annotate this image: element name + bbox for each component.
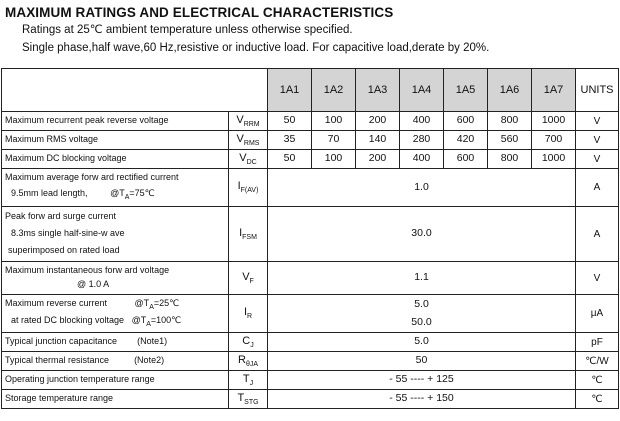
param-description: Maximum instantaneous forw ard voltage @ 1.0 A — [2, 262, 229, 295]
param-description: Storage temperature range — [2, 390, 229, 409]
value-cell: 100 — [312, 112, 356, 131]
param-symbol: $I_R$ — [229, 295, 268, 333]
table-row-rth — [2, 352, 619, 371]
param-symbol: $I_{FSM}$ — [229, 207, 268, 262]
value-cell: 50 — [268, 112, 312, 131]
value-cell: 35 — [268, 131, 312, 150]
unit-cell: ℃ — [576, 390, 619, 409]
unit-cell: V — [576, 150, 619, 169]
value-cell: 1000 — [532, 112, 576, 131]
unit-cell: V — [576, 262, 619, 295]
page-title: MAXIMUM RATINGS AND ELECTRICAL CHARACTERISTICS — [5, 5, 394, 20]
param-description: Typical junction capacitance (Note1) — [2, 333, 229, 352]
value-cell: 1000 — [532, 150, 576, 169]
col-header-1a4: 1A4 — [400, 69, 444, 112]
table-row-ifav — [2, 169, 619, 207]
unit-cell: ℃/W — [576, 352, 619, 371]
param-symbol: $I_{F(AV)}$ — [229, 169, 268, 207]
param-description: Operating junction temperature range — [2, 371, 229, 390]
col-header-1a5: 1A5 — [444, 69, 488, 112]
value-cell — [268, 295, 576, 333]
col-header-1a6: 1A6 — [488, 69, 532, 112]
param-description: Maximum average forw ard rectified current 9.5mm lead length, $@T_A=75℃$ — [2, 169, 229, 207]
table-row-vdc — [2, 150, 619, 169]
value-cell: - 55 ---- + 125 — [268, 371, 576, 390]
value-cell: 400 — [400, 112, 444, 131]
col-header-1a3: 1A3 — [356, 69, 400, 112]
value-cell: 30.0 — [268, 207, 576, 262]
col-header-1a1: 1A1 — [268, 69, 312, 112]
value-cell: - 55 ---- + 150 — [268, 390, 576, 409]
table-row-tj — [2, 371, 619, 390]
param-symbol: $V_F$ — [229, 262, 268, 295]
param-symbol: $T_{STG}$ — [229, 390, 268, 409]
table-row-tstg — [2, 390, 619, 409]
value-cell: 1.1 — [268, 262, 576, 295]
param-symbol: $V_{DC}$ — [229, 150, 268, 169]
param-symbol: $R_{\theta JA}$ — [229, 352, 268, 371]
table-header-row — [2, 69, 619, 112]
param-symbol: $C_J$ — [229, 333, 268, 352]
value-cell: 1.0 — [268, 169, 576, 207]
header-blank-cell — [2, 69, 268, 112]
value-cell: 800 — [488, 112, 532, 131]
ir-value-100c: 50.0 — [411, 315, 432, 328]
value-cell: 280 — [400, 131, 444, 150]
unit-cell: pF — [576, 333, 619, 352]
param-description: Peak forw ard surge current 8.3ms single half-sine-w ave superimposed on rated load — [2, 207, 229, 262]
value-cell: 200 — [356, 112, 400, 131]
value-cell: 400 — [400, 150, 444, 169]
param-symbol: $V_{RMS}$ — [229, 131, 268, 150]
table-row-vf — [2, 262, 619, 295]
table-row-ifsm — [2, 207, 619, 262]
value-cell: 420 — [444, 131, 488, 150]
ratings-table — [1, 68, 619, 409]
value-cell: 600 — [444, 150, 488, 169]
value-cell: 700 — [532, 131, 576, 150]
table-row-cj — [2, 333, 619, 352]
value-cell: 560 — [488, 131, 532, 150]
value-cell: 5.0 — [268, 333, 576, 352]
unit-cell: A — [576, 207, 619, 262]
unit-cell: V — [576, 112, 619, 131]
value-cell: 200 — [356, 150, 400, 169]
unit-cell: A — [576, 169, 619, 207]
param-description: Maximum recurrent peak reverse voltage — [2, 112, 229, 131]
table-row-ir — [2, 295, 619, 333]
param-symbol: $T_J$ — [229, 371, 268, 390]
value-cell: 50 — [268, 150, 312, 169]
value-cell: 50 — [268, 352, 576, 371]
value-cell: 140 — [356, 131, 400, 150]
col-header-1a7: 1A7 — [532, 69, 576, 112]
param-symbol: $V_{RRM}$ — [229, 112, 268, 131]
ir-value-25c: 5.0 — [414, 297, 429, 310]
param-description: Maximum reverse current $@T_A=25℃$ at rated DC blocking voltage $@T_A=100℃$ — [2, 295, 229, 333]
param-description: Typical thermal resistance (Note2) — [2, 352, 229, 371]
col-header-units: UNITS — [576, 69, 619, 112]
value-cell: 800 — [488, 150, 532, 169]
value-cell: 70 — [312, 131, 356, 150]
ratings-note: Ratings at 25℃ ambient temperature unless otherwise specified. — [22, 24, 353, 36]
unit-cell: μA — [576, 295, 619, 333]
table-row-vrms — [2, 131, 619, 150]
table-row-vrrm — [2, 112, 619, 131]
col-header-1a2: 1A2 — [312, 69, 356, 112]
value-cell: 600 — [444, 112, 488, 131]
value-cell: 100 — [312, 150, 356, 169]
load-note: Single phase,half wave,60 Hz,resistive or inductive load. For capacitive load,derate by 20%. — [22, 42, 490, 54]
param-description: Maximum RMS voltage — [2, 131, 229, 150]
unit-cell: V — [576, 131, 619, 150]
param-description: Maximum DC blocking voltage — [2, 150, 229, 169]
unit-cell: ℃ — [576, 371, 619, 390]
